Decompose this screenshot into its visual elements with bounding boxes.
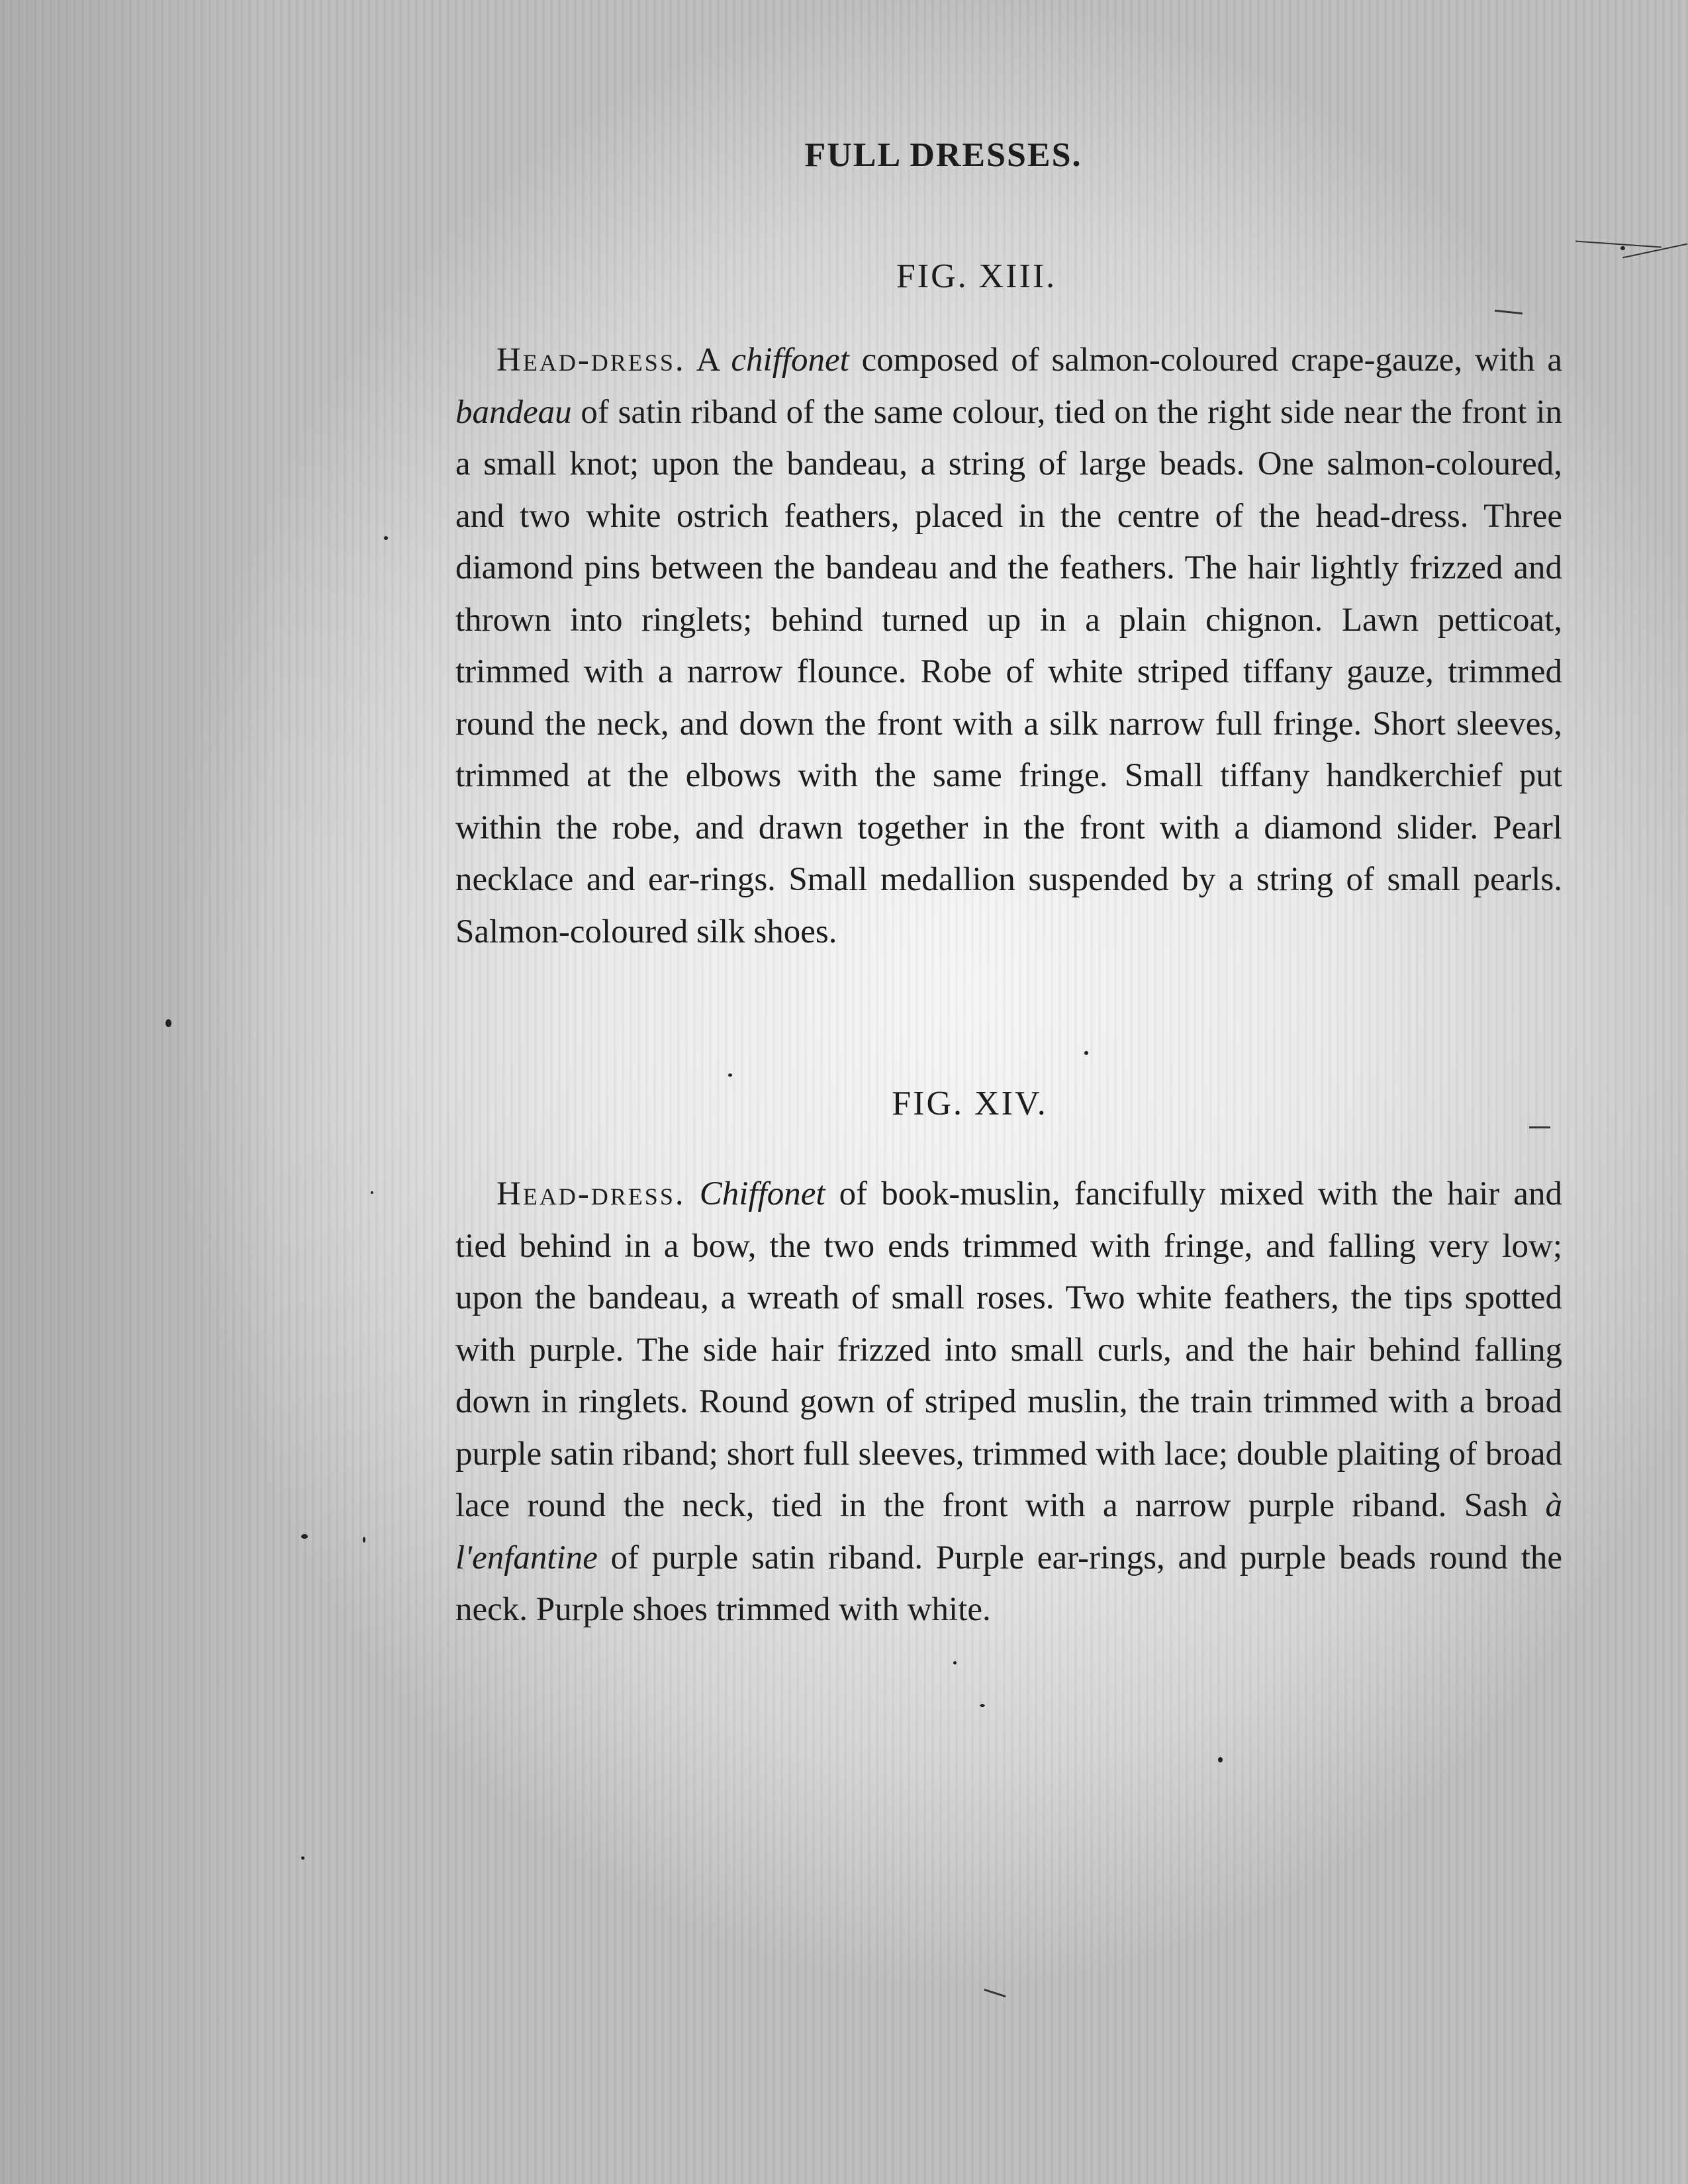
fig-13-italic-bandeau: bandeau [455, 393, 572, 431]
scan-speck [980, 1704, 985, 1707]
scan-speck [301, 1534, 308, 1539]
scan-mark [1495, 310, 1523, 314]
fig-13-italic-chiffonet: chiffonet [731, 341, 849, 379]
fig-13-run: composed of salmon-coloured crape-gauze, with a [849, 341, 1563, 379]
scan-speck [384, 536, 388, 540]
fig-13-run: of satin riband of the same colour, tied on the right side near the front in a small knot; upon the bandeau, a string of large beads. One salmon-coloured, and two white ostrich feathers, placed in the centre of the head-dress. Three diamond pins between the bandeau and the feathers. The hair lightly frizzed and thrown into ringlets; behind turned up in a plain chignon. Lawn petticoat, trimmed with a narrow flounce. Robe of white striped tiffany gauze, trimmed round the neck, and down the front with a silk narrow full fringe. Short sleeves, trimmed at the elbows with the same fringe. Small tiffany handkerchief put within the robe, and drawn together in the front with a diamond slider. Pearl necklace and ear-rings. Small medallion suspended by a string of small pearls. Salmon-coloured silk shoes. [455, 393, 1562, 950]
scan-speck [301, 1856, 305, 1860]
scan-speck [165, 1019, 171, 1027]
fig-14-label: Head-dress. [496, 1175, 686, 1212]
fig-14-italic-chiffonet: Chiffonet [699, 1175, 825, 1212]
scan-mark [1575, 240, 1662, 248]
fig-14-italic-enfantine: à l'enfantine [455, 1487, 1562, 1576]
fig-13-heading: FIG. XIII. [896, 257, 1057, 295]
scan-speck [953, 1661, 957, 1664]
fig-14-description [455, 1168, 1562, 1636]
scan-speck [363, 1537, 365, 1543]
fig-14-heading: FIG. XIV. [892, 1085, 1048, 1122]
fig-13-description [455, 334, 1562, 958]
fig-13-label: Head-dress. [496, 341, 686, 379]
scan-speck [371, 1191, 373, 1194]
scan-speck [728, 1073, 732, 1077]
scan-speck [1620, 246, 1625, 250]
fig-14-run: of book-muslin, fancifully mixed with the hair and tied behind in a bow, the two ends trimmed with fringe, and falling very low; upon the bandeau, a wreath of small roses. Two white feathers, the tips spotted with purple. The side hair frizzed into small curls, and the hair behind falling down in ringlets. Round gown of striped muslin, the train trimmed with a broad purple satin riband; short full sleeves, trimmed with lace; double plaiting of broad lace round the neck, tied in the front with a narrow purple riband. Sash [455, 1175, 1563, 1524]
scan-mark [1529, 1126, 1550, 1128]
fig-14-run: of purple satin riband. Purple ear-rings, and purple beads round the neck. Purple shoes trimmed with white. [455, 1539, 1562, 1628]
scan-speck [1218, 1757, 1223, 1762]
scan-mark [984, 1989, 1006, 1997]
fig-13-run: A [685, 341, 731, 379]
scan-speck [1084, 1051, 1088, 1055]
section-title: FULL DRESSES. [804, 136, 1082, 174]
fig-14-run [686, 1175, 700, 1212]
